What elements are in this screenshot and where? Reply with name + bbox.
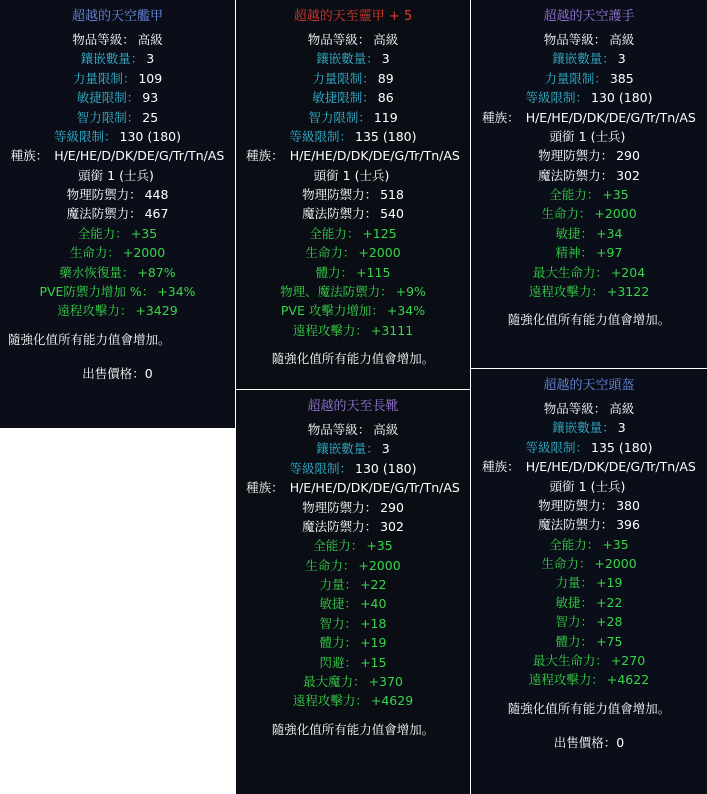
item-stat-row xyxy=(244,49,462,68)
stat-value: +22 xyxy=(596,594,623,610)
item-stat-row xyxy=(244,88,462,107)
stat-label: 物品等級： xyxy=(543,32,607,48)
stat-label: 物理防禦力： xyxy=(66,187,142,203)
stat-label: 種族： xyxy=(10,148,49,164)
stat-label: 魔法防禦力： xyxy=(538,167,614,183)
item-note: 隨強化值所有能力值會增加。 xyxy=(507,700,671,716)
item-note: 隨強化值所有能力值會增加。 xyxy=(8,331,171,347)
stat-value: H/E/HE/D/DK/DE/G/Tr/Tn/AS xyxy=(289,480,460,496)
stat-label: 生命力： xyxy=(305,557,356,573)
stat-value: +3122 xyxy=(606,283,650,299)
stat-value: +2000 xyxy=(358,557,401,573)
item-notes xyxy=(479,310,699,330)
stat-value: H/E/HE/D/DK/DE/G/Tr/Tn/AS xyxy=(54,148,225,164)
item-stat-row xyxy=(8,204,227,223)
item-tooltip-sky-boots xyxy=(236,390,470,794)
item-stat-row xyxy=(479,282,699,301)
item-stat-row xyxy=(244,691,462,710)
stat-value: +3429 xyxy=(135,303,178,319)
stat-value: 25 xyxy=(142,109,159,125)
item-stat-row xyxy=(244,127,462,146)
stat-value: 385 xyxy=(609,70,634,86)
stat-label: 遠程攻擊力： xyxy=(57,303,133,319)
item-tooltip-sky-gauntlets xyxy=(471,0,707,368)
stat-label: 閃避： xyxy=(319,654,358,670)
item-stat-row xyxy=(479,88,699,107)
item-stat-row xyxy=(244,614,462,633)
stat-label: 鑲嵌數量： xyxy=(552,51,615,67)
stat-label: 物品等級： xyxy=(307,32,371,48)
stat-value: 119 xyxy=(373,109,398,125)
stat-value: 540 xyxy=(380,206,404,222)
stat-label: 魔法防禦力： xyxy=(538,517,614,533)
item-stat-row xyxy=(479,418,699,437)
stat-value: 130 (180) xyxy=(355,460,417,476)
item-stat-row xyxy=(479,108,699,127)
stat-label: 精神： xyxy=(555,245,594,261)
stat-label: 生命力： xyxy=(69,245,120,261)
item-stat-row xyxy=(8,30,227,49)
stat-label: 魔法防禦力： xyxy=(66,206,142,222)
stat-value: H/E/HE/D/DK/DE/G/Tr/Tn/AS xyxy=(289,148,460,164)
stat-value: 3 xyxy=(381,441,390,457)
item-notes xyxy=(479,699,699,753)
stat-label: 等級限制： xyxy=(525,439,589,455)
stat-value: 高級 xyxy=(609,32,635,48)
item-note: 隨強化值所有能力值會增加。 xyxy=(507,312,671,328)
item-title: 超越的天空頭盔 xyxy=(543,378,635,393)
stat-value: 130 (180) xyxy=(119,128,181,144)
item-stat-row xyxy=(479,243,699,262)
stat-label: 體力： xyxy=(555,633,594,649)
stat-value: +270 xyxy=(610,652,646,668)
stat-value: 109 xyxy=(138,70,163,86)
item-stat-row xyxy=(244,321,462,340)
item-stat-row xyxy=(8,166,227,185)
stat-label: 頭銜 1 (士兵) xyxy=(549,128,626,144)
item-stat-row xyxy=(479,69,699,88)
stat-label: 智力： xyxy=(555,614,594,630)
stat-label: 體力： xyxy=(319,635,358,651)
item-stat-list xyxy=(244,420,462,711)
stat-label: 體力： xyxy=(315,264,354,280)
item-stat-row xyxy=(244,478,462,497)
stat-value: +9% xyxy=(395,283,426,299)
stat-label: 物理防禦力： xyxy=(302,499,378,515)
stat-label: 生命力： xyxy=(541,206,592,222)
stat-label: 種族： xyxy=(246,148,284,164)
stat-label: 等級限制： xyxy=(525,90,589,106)
stat-value: +97 xyxy=(596,245,623,261)
stat-label: 力量限制： xyxy=(72,70,136,86)
stat-value: H/E/HE/D/DK/DE/G/Tr/Tn/AS xyxy=(525,109,696,125)
stat-value: +15 xyxy=(360,654,387,670)
item-stat-row xyxy=(244,653,462,672)
item-stat-row xyxy=(244,420,462,439)
item-tooltip-sky-armor xyxy=(0,0,235,428)
item-stat-list xyxy=(244,30,462,340)
stat-value: 高級 xyxy=(373,32,399,48)
stat-label: 力量： xyxy=(319,577,358,593)
stat-value: 448 xyxy=(144,187,169,203)
item-stat-row xyxy=(8,243,227,262)
stat-label: 物理防禦力： xyxy=(302,187,378,203)
stat-value: +87% xyxy=(137,264,176,280)
stat-label: 物理防禦力： xyxy=(538,148,614,164)
item-tooltip-sky-spirit-armor xyxy=(236,0,470,389)
item-stat-row xyxy=(479,146,699,165)
item-stat-row xyxy=(479,632,699,651)
item-title: 超越的天至長靴 xyxy=(307,399,399,414)
stat-label: 物品等級： xyxy=(543,401,607,417)
item-stat-row xyxy=(244,575,462,594)
item-stat-row xyxy=(244,69,462,88)
stat-label: 等級限制： xyxy=(289,128,353,144)
item-stat-row xyxy=(8,49,227,68)
stat-value: +2000 xyxy=(594,206,637,222)
stat-value: +35 xyxy=(602,187,629,203)
item-stat-row xyxy=(479,593,699,612)
item-stat-row xyxy=(479,477,699,496)
item-stat-row xyxy=(8,224,227,243)
stat-label: 全能力： xyxy=(77,225,128,241)
stat-value: +19 xyxy=(596,575,623,591)
stat-label: 遠程攻擊力： xyxy=(528,283,604,299)
item-stat-row xyxy=(479,612,699,631)
stat-value: 135 (180) xyxy=(591,439,653,455)
item-stat-row xyxy=(244,30,462,49)
stat-value: +35 xyxy=(130,225,158,241)
stat-value: 290 xyxy=(380,499,404,515)
stat-label: 敏捷： xyxy=(555,594,594,610)
stat-label: 生命力： xyxy=(305,245,356,261)
item-title: 超越的天空艦甲 xyxy=(71,9,163,24)
item-stat-row xyxy=(244,204,462,223)
stat-value: +35 xyxy=(366,538,393,554)
item-stat-row xyxy=(244,108,462,127)
stat-label: 魔法防禦力： xyxy=(302,518,378,534)
item-stat-row xyxy=(479,535,699,554)
item-stat-row xyxy=(244,498,462,517)
item-stat-row xyxy=(479,670,699,689)
stat-value: +370 xyxy=(368,673,403,689)
item-stat-row xyxy=(244,166,462,185)
stat-value: 3 xyxy=(617,420,626,436)
item-stat-list xyxy=(479,30,699,301)
stat-value: 130 (180) xyxy=(591,90,653,106)
stat-value: 302 xyxy=(616,167,640,183)
item-stat-row xyxy=(244,282,462,301)
item-note: 出售價格：0 xyxy=(82,365,153,381)
stat-label: 鑲嵌數量： xyxy=(316,441,379,457)
stat-value: +34% xyxy=(157,283,196,299)
stat-label: PVE 攻擊力增加： xyxy=(280,303,384,319)
stat-label: 力量： xyxy=(555,575,594,591)
item-notes xyxy=(244,720,462,740)
item-stat-row xyxy=(479,30,699,49)
item-stat-row xyxy=(479,204,699,223)
item-stat-row xyxy=(244,459,462,478)
stat-label: 種族： xyxy=(482,109,520,125)
item-stat-row xyxy=(244,301,462,320)
item-stat-row xyxy=(244,517,462,536)
stat-value: +19 xyxy=(360,635,387,651)
item-stat-row xyxy=(479,457,699,476)
item-stat-row xyxy=(244,185,462,204)
item-notes xyxy=(244,349,462,369)
stat-label: 智力限制： xyxy=(308,109,371,125)
stat-label: 力量限制： xyxy=(544,70,607,86)
stat-label: 種族： xyxy=(482,459,520,475)
item-note: 出售價格：0 xyxy=(553,734,625,750)
stat-value: +75 xyxy=(596,633,623,649)
item-stat-row xyxy=(244,633,462,652)
item-stat-row xyxy=(244,594,462,613)
stat-label: 全能力： xyxy=(549,536,600,552)
stat-label: 遠程攻擊力： xyxy=(528,672,604,688)
stat-value: 86 xyxy=(377,90,394,106)
stat-value: 高級 xyxy=(609,401,635,417)
item-notes xyxy=(8,330,227,384)
item-stat-row xyxy=(8,185,227,204)
stat-value: 高級 xyxy=(373,422,399,438)
stat-label: 最大生命力： xyxy=(532,264,608,280)
stat-label: 全能力： xyxy=(309,225,360,241)
stat-value: +40 xyxy=(360,596,387,612)
item-stat-row xyxy=(479,166,699,185)
stat-label: 敏捷： xyxy=(555,225,594,241)
stat-value: 518 xyxy=(380,187,404,203)
item-stat-row xyxy=(8,282,227,301)
item-stat-row xyxy=(244,243,462,262)
item-note: 隨強化值所有能力值會增加。 xyxy=(271,721,435,737)
stat-value: +18 xyxy=(360,615,387,631)
stat-value: +204 xyxy=(610,264,646,280)
stat-label: 遠程攻擊力： xyxy=(292,693,368,709)
stat-label: 種族： xyxy=(246,480,284,496)
item-tooltip-sky-helm xyxy=(471,369,707,794)
item-stat-row xyxy=(244,672,462,691)
item-stat-row xyxy=(479,496,699,515)
item-note: 隨強化值所有能力值會增加。 xyxy=(271,351,435,367)
stat-value: +28 xyxy=(596,614,623,630)
stat-value: +125 xyxy=(362,225,397,241)
stat-label: 智力： xyxy=(319,615,358,631)
stat-value: +2000 xyxy=(358,245,401,261)
stat-label: 最大魔力： xyxy=(303,673,366,689)
item-stat-row xyxy=(8,88,227,107)
item-stat-row xyxy=(479,554,699,573)
stat-value: 290 xyxy=(616,148,640,164)
stat-value: 135 (180) xyxy=(355,128,417,144)
stat-value: 3 xyxy=(381,51,390,67)
stat-value: 380 xyxy=(616,497,640,513)
stat-label: 物理、魔法防禦力： xyxy=(280,283,393,299)
stat-label: 鑲嵌數量： xyxy=(316,51,379,67)
stat-value: +2000 xyxy=(594,556,637,572)
stat-value: +34% xyxy=(386,303,426,319)
stat-value: +35 xyxy=(602,536,629,552)
item-stat-row xyxy=(244,263,462,282)
stat-label: 生命力： xyxy=(541,556,592,572)
stat-label: 物品等級： xyxy=(72,32,135,48)
stat-label: 力量限制： xyxy=(312,70,375,86)
item-title: 超越的天至靈甲 + 5 xyxy=(293,9,413,24)
stat-label: 鑲嵌數量： xyxy=(552,420,615,436)
item-stat-row xyxy=(8,146,227,165)
item-stat-row xyxy=(479,573,699,592)
stat-label: 全能力： xyxy=(313,538,364,554)
item-stat-row xyxy=(479,127,699,146)
stat-label: 頭銜 1 (士兵) xyxy=(313,167,390,183)
item-stat-row xyxy=(8,263,227,282)
item-stat-list xyxy=(8,30,227,321)
item-stat-row xyxy=(8,301,227,320)
stat-label: 魔法防禦力： xyxy=(302,206,378,222)
item-stat-row xyxy=(479,515,699,534)
item-title: 超越的天空護手 xyxy=(543,9,635,24)
item-stat-row xyxy=(479,438,699,457)
stat-value: 高級 xyxy=(137,32,163,48)
stat-label: 等級限制： xyxy=(54,128,117,144)
item-stat-list xyxy=(479,399,699,690)
item-stat-row xyxy=(479,263,699,282)
item-stat-row xyxy=(244,536,462,555)
stat-label: 敏捷限制： xyxy=(76,90,140,106)
stat-value: +22 xyxy=(360,577,387,593)
item-stat-row xyxy=(244,439,462,458)
stat-label: 敏捷限制： xyxy=(312,90,375,106)
stat-value: 302 xyxy=(380,518,404,534)
stat-value: 467 xyxy=(144,206,169,222)
item-stat-row xyxy=(244,224,462,243)
stat-value: +3111 xyxy=(370,322,414,338)
item-stat-row xyxy=(244,556,462,575)
stat-value: +115 xyxy=(356,264,391,280)
stat-label: 鑲嵌數量： xyxy=(80,51,144,67)
stat-label: 藥水恢復量： xyxy=(59,264,135,280)
item-stat-row xyxy=(8,127,227,146)
stat-label: 敏捷： xyxy=(319,596,358,612)
item-stat-row xyxy=(8,69,227,88)
stat-label: 等級限制： xyxy=(289,460,353,476)
stat-value: 89 xyxy=(377,70,394,86)
stat-value: +34 xyxy=(596,225,623,241)
stat-value: +4629 xyxy=(370,693,414,709)
stat-label: 物品等級： xyxy=(307,422,371,438)
stat-value: 93 xyxy=(142,90,159,106)
stat-value: H/E/HE/D/DK/DE/G/Tr/Tn/AS xyxy=(525,459,696,475)
stat-label: 遠程攻擊力： xyxy=(292,322,368,338)
stat-label: 頭銜 1 (士兵) xyxy=(549,478,626,494)
stat-value: +2000 xyxy=(122,245,166,261)
stat-value: 3 xyxy=(617,51,626,67)
item-stat-row xyxy=(479,399,699,418)
stat-label: PVE防禦力增加 %： xyxy=(39,283,155,299)
stat-value: 3 xyxy=(146,51,155,67)
stat-label: 物理防禦力： xyxy=(538,497,614,513)
item-stat-row xyxy=(244,146,462,165)
stat-value: 396 xyxy=(616,517,640,533)
item-stat-row xyxy=(479,651,699,670)
item-stat-row xyxy=(479,49,699,68)
stat-label: 智力限制： xyxy=(76,109,140,125)
stat-value: +4622 xyxy=(606,672,650,688)
stat-label: 全能力： xyxy=(549,187,600,203)
stat-label: 頭銜 1 (士兵) xyxy=(78,167,154,183)
stat-label: 最大生命力： xyxy=(532,652,608,668)
item-stat-row xyxy=(479,185,699,204)
item-stat-row xyxy=(479,224,699,243)
item-stat-row xyxy=(8,108,227,127)
